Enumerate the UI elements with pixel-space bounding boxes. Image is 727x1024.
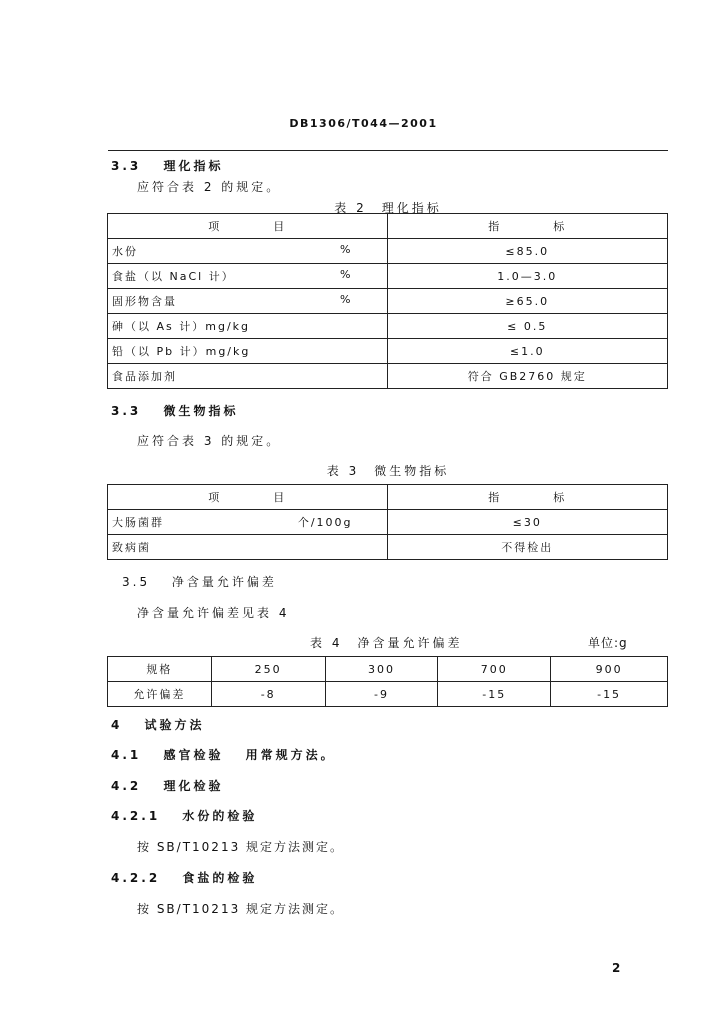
section-number: 4.2 <box>111 779 142 793</box>
item-unit: % <box>340 293 353 306</box>
table-row <box>108 314 668 339</box>
item-name: 铅（以 Pb 计）mg/kg <box>112 345 251 358</box>
table-row <box>108 535 668 560</box>
table-header-cell: 指 标 <box>387 485 667 510</box>
table2 <box>107 213 668 389</box>
table-cell <box>108 364 388 389</box>
table-cell: 符合 GB2760 规定 <box>387 364 668 389</box>
table-cell: -15 <box>551 682 668 707</box>
table-cell: ≤85.0 <box>387 239 668 264</box>
table-cell <box>108 314 388 339</box>
item-name: 致病菌 <box>112 541 151 554</box>
section-title: 试验方法 <box>144 718 205 732</box>
page-number: 2 <box>612 961 621 975</box>
paragraph: 按 SB/T10213 规定方法测定。 <box>137 902 345 916</box>
table3-caption: 表 3 微生物指标 <box>326 464 450 478</box>
section-number: 4 <box>111 718 123 732</box>
item-unit: 个/100g <box>297 516 353 529</box>
section-heading <box>111 746 336 763</box>
table-cell: 700 <box>438 657 551 682</box>
table-header-cell: 项 目 <box>108 214 388 239</box>
section-title: 理化检验 <box>163 779 224 793</box>
table-cell: 900 <box>551 657 668 682</box>
item-name: 固形物含量 <box>112 295 177 308</box>
paragraph: 应符合表 3 的规定。 <box>137 434 282 448</box>
paragraph: 应符合表 2 的规定。 <box>137 180 282 194</box>
section-number: 4.2.1 <box>111 809 161 823</box>
section-text: 用常规方法。 <box>245 748 336 762</box>
section-title: 微生物指标 <box>163 404 239 418</box>
section-heading <box>111 402 238 419</box>
section-heading <box>111 716 205 733</box>
table-row <box>108 364 668 389</box>
header-rule <box>108 150 668 151</box>
document-header: DB1306/T044—2001 <box>289 117 438 130</box>
section-number: 3.3 <box>111 404 142 418</box>
item-unit: % <box>340 268 353 281</box>
section-heading <box>111 807 257 824</box>
table-cell: 不得检出 <box>387 535 667 560</box>
section-number: 3.3 <box>111 159 142 173</box>
section-title: 净含量允许偏差 <box>171 575 277 589</box>
table-cell: -15 <box>438 682 551 707</box>
table-cell: 250 <box>211 657 325 682</box>
table-header-row <box>108 214 668 239</box>
table-cell: ≥65.0 <box>387 289 668 314</box>
paragraph: 净含量允许偏差见表 4 <box>137 606 290 620</box>
item-name: 食品添加剂 <box>112 370 177 383</box>
table-cell: -9 <box>325 682 438 707</box>
table-cell <box>108 510 388 535</box>
table-cell <box>108 289 388 314</box>
table-cell <box>108 239 388 264</box>
table2-caption: 表 2 理化指标 <box>334 201 442 215</box>
item-name: 水份 <box>112 245 138 258</box>
table-cell: ≤ 0.5 <box>387 314 668 339</box>
section-heading <box>111 777 223 794</box>
section-number: 4.2.2 <box>111 871 161 885</box>
item-unit: % <box>340 243 353 256</box>
table-row <box>108 510 668 535</box>
table-header-row <box>108 485 668 510</box>
table-cell <box>108 264 388 289</box>
table4-unit: 单位:g <box>588 636 628 650</box>
section-title: 感官检验 <box>163 748 224 762</box>
table-row <box>108 657 668 682</box>
table-cell: -8 <box>211 682 325 707</box>
table-row <box>108 289 668 314</box>
item-name: 食盐（以 NaCl 计） <box>112 270 235 283</box>
table-cell: ≤30 <box>387 510 667 535</box>
section-heading <box>111 869 257 886</box>
table3 <box>107 484 668 560</box>
item-name: 大肠菌群 <box>112 516 164 529</box>
table-cell: 允许偏差 <box>108 682 212 707</box>
section-heading <box>111 157 223 174</box>
table-cell: ≤1.0 <box>387 339 668 364</box>
section-number: 4.1 <box>111 748 142 762</box>
table-header-cell: 指 标 <box>387 214 668 239</box>
section-title: 理化指标 <box>163 159 224 173</box>
section-heading <box>122 573 277 590</box>
table4-caption: 表 4 净含量允许偏差 <box>310 636 463 650</box>
paragraph: 按 SB/T10213 规定方法测定。 <box>137 840 345 854</box>
section-title: 水份的检验 <box>182 809 258 823</box>
table-cell <box>108 535 388 560</box>
table-cell: 1.0—3.0 <box>387 264 668 289</box>
table4 <box>107 656 668 707</box>
table-row <box>108 339 668 364</box>
section-title: 食盐的检验 <box>182 871 258 885</box>
item-name: 砷（以 As 计）mg/kg <box>112 320 251 333</box>
table-row <box>108 239 668 264</box>
section-number: 3.5 <box>122 575 151 589</box>
table-header-cell: 项 目 <box>108 485 388 510</box>
table-cell <box>108 339 388 364</box>
table-row <box>108 264 668 289</box>
table-cell: 300 <box>325 657 438 682</box>
table-cell: 规格 <box>108 657 212 682</box>
table-row <box>108 682 668 707</box>
